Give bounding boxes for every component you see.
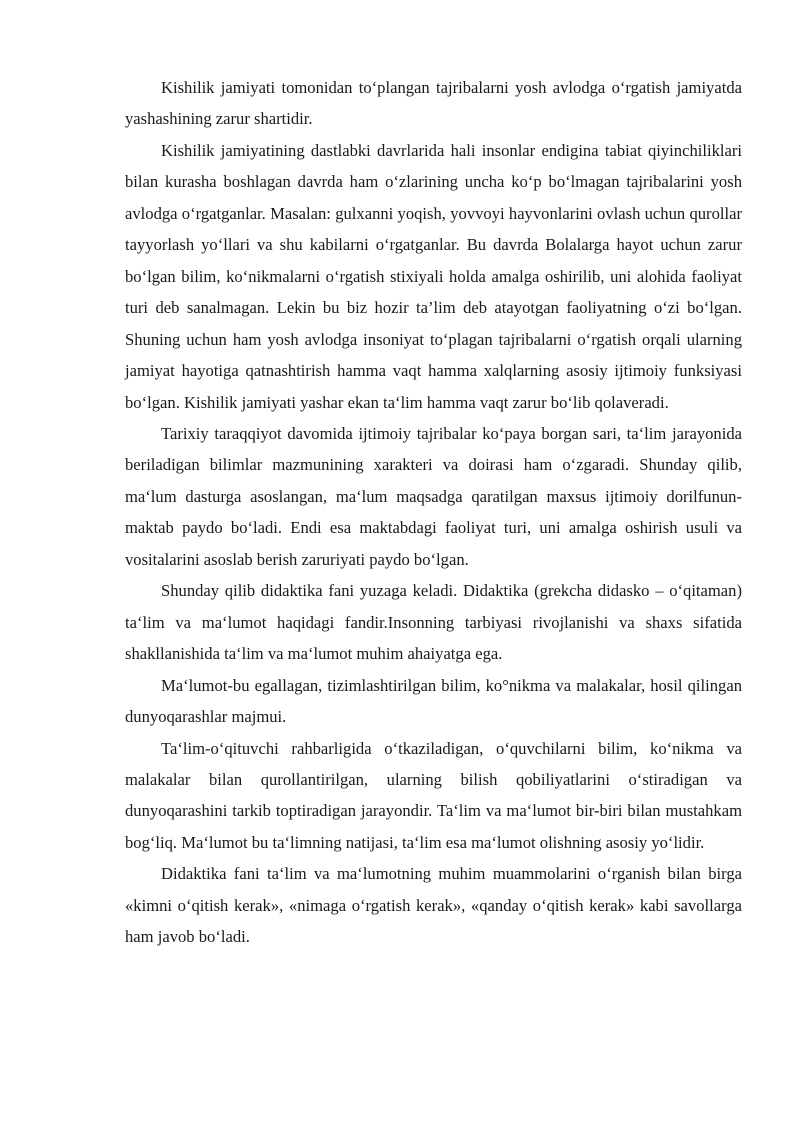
paragraph-5: Ma‘lumot-bu egallagan, tizimlashtirilgan bilim, ko°nikma va malakalar, hosil qilingan dunyoqarashlar majmui. (125, 675, 742, 727)
document-page (125, 72, 742, 953)
paragraph-4: Shunday qilib didaktika fani yuzaga keladi. Didaktika (grekcha didasko – o‘qitaman) ta‘lim va ma‘lumot haqidagi fandir.Insonning tarbiyasi rivojlanishi va shaxs sifatida shakllanishida ta‘lim va ma‘lumot muhim ahaiyatga ega. (125, 581, 742, 664)
paragraph-2: Kishilik jamiyatining dastlabki davrlarida hali insonlar endigina tabiat qiyinchiliklari bilan kurasha boshlagan davrda ham o‘zlarining uncha ko‘p bo‘lmagan tajribalarini yosh avlodga o‘rgatganlar. Masalan: gulxanni yoqish, yovvoyi hayvonlarini ovlash uchun qurollar tayyorlash yo‘llari va shu kabilarni o‘rgatganlar. Bu davrda Bolalarga hayot uchun zarur bo‘lgan bilim, ko‘nikmalarni o‘rgatish stixiyali holda amalga oshirilib, uni alohida faoliyat turi deb sanalmagan. Lekin bu biz hozir ta’lim deb atayotgan faoliyatning o‘zi bo‘lgan. Shuning uchun ham yosh avlodga insoniyat to‘plagan tajribalarni o‘rgatish orqali ularning jamiyat hayotiga qatnashtirish hamma vaqt hamma xalqlarning asosiy ijtimoiy funksiyasi bo‘lgan. Kishilik jamiyati yashar ekan ta‘lim hamma vaqt zarur bo‘lib qolaveradi. (125, 140, 742, 412)
paragraph-3: Tarixiy taraqqiyot davomida ijtimoiy tajribalar ko‘paya borgan sari, ta‘lim jarayonida beriladigan bilimlar mazmunining xarakteri va doirasi ham o‘zgaradi. Shunday qilib, ma‘lum dasturga asoslangan, ma‘lum maqsadga qaratilgan maxsus ijtimoiy dorilfunun-maktab paydo bo‘ladi. Endi esa maktabdagi faoliyat turi, uni amalga oshirish usuli va vositalarini asoslab berish zaruriyati paydo bo‘lgan. (125, 423, 742, 569)
paragraph-7: Didaktika fani ta‘lim va ma‘lumotning muhim muammolarini o‘rganish bilan birga «kimni o‘qitish kerak», «nimaga o‘rgatish kerak», «qanday o‘qitish kerak» kabi savollarga ham javob bo‘ladi. (125, 864, 742, 947)
paragraph-6: Ta‘lim-o‘qituvchi rahbarligida o‘tkaziladigan, o‘quvchilarni bilim, ko‘nikma va malakalar bilan qurollantirilgan, ularning bilish qobiliyatlarini o‘stiradigan va dunyoqarashini tarkib toptiradigan jarayondir. Ta‘lim va ma‘lumot bir-biri bilan mustahkam bog‘liq. Ma‘lumot bu ta‘limning natijasi, ta‘lim esa ma‘lumot olishning asosiy yo‘lidir. (125, 738, 742, 852)
paragraph-1: Kishilik jamiyati tomonidan to‘plangan tajribalarni yosh avlodga o‘rgatish jamiyatda yashashining zarur shartidir. (125, 78, 742, 129)
